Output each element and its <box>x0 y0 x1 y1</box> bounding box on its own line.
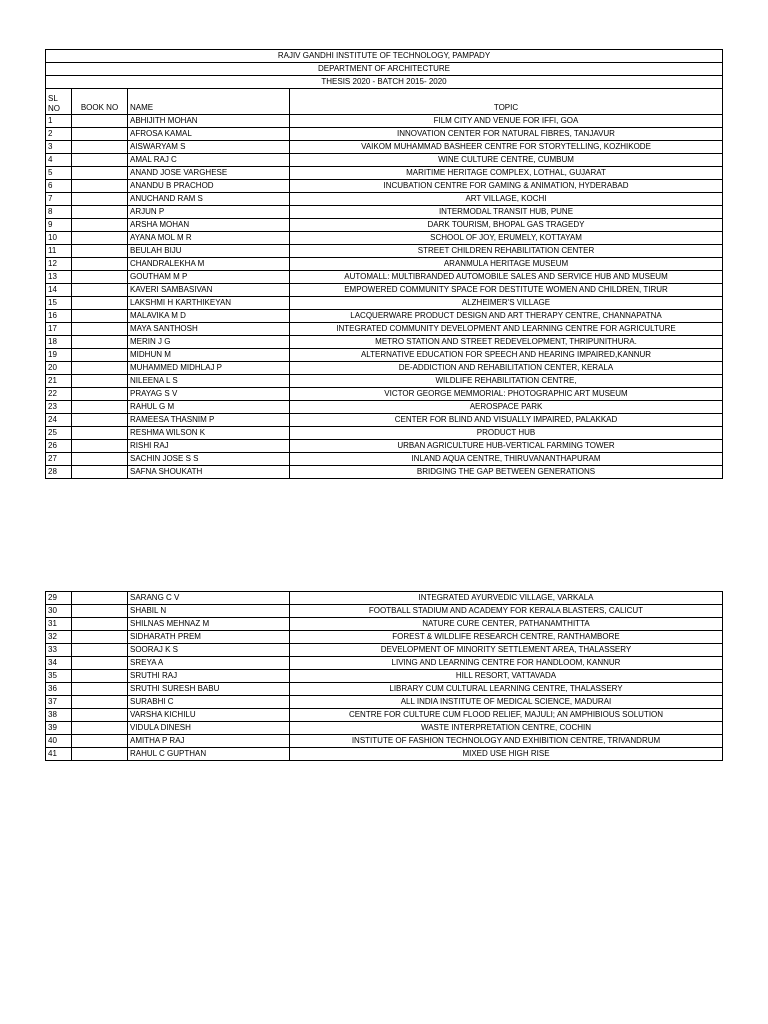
name-cell: VIDULA DINESH <box>128 722 290 735</box>
book-no-cell <box>72 592 128 605</box>
topic-cell: MARITIME HERITAGE COMPLEX, LOTHAL, GUJARAT <box>290 167 723 180</box>
table-row <box>46 683 723 696</box>
table-row <box>46 657 723 670</box>
name-cell: ANAND JOSE VARGHESE <box>128 167 290 180</box>
topic-cell: ART VILLAGE, KOCHI <box>290 193 723 206</box>
table-row <box>46 427 723 440</box>
sl-cell: 2 <box>46 128 72 141</box>
topic-cell: FOOTBALL STADIUM AND ACADEMY FOR KERALA BLASTERS, CALICUT <box>290 605 723 618</box>
sl-cell: 20 <box>46 362 72 375</box>
thesis-title: THESIS 2020 - BATCH 2015- 2020 <box>46 76 723 89</box>
book-no-cell <box>72 388 128 401</box>
name-cell: ANUCHAND RAM S <box>128 193 290 206</box>
name-cell: SOORAJ K S <box>128 644 290 657</box>
topic-cell: ALL INDIA INSTITUTE OF MEDICAL SCIENCE, MADURAI <box>290 696 723 709</box>
name-cell: SIDHARATH PREM <box>128 631 290 644</box>
header-row-institute <box>46 50 723 63</box>
topic-cell: VAIKOM MUHAMMAD BASHEER CENTRE FOR STORYTELLING, KOZHIKODE <box>290 141 723 154</box>
topic-cell: FOREST & WILDLIFE RESEARCH CENTRE, RANTHAMBORE <box>290 631 723 644</box>
table-row <box>46 349 723 362</box>
topic-cell: ALZHEIMER'S VILLAGE <box>290 297 723 310</box>
sl-cell: 13 <box>46 271 72 284</box>
name-cell: KAVERI SAMBASIVAN <box>128 284 290 297</box>
topic-cell: LIVING AND LEARNING CENTRE FOR HANDLOOM, KANNUR <box>290 657 723 670</box>
topic-cell: FILM CITY AND VENUE FOR IFFI, GOA <box>290 115 723 128</box>
topic-cell: AEROSPACE PARK <box>290 401 723 414</box>
sl-cell: 28 <box>46 466 72 479</box>
department-title: DEPARTMENT OF ARCHITECTURE <box>46 63 723 76</box>
sl-cell: 3 <box>46 141 72 154</box>
sl-cell: 1 <box>46 115 72 128</box>
book-no-cell <box>72 323 128 336</box>
column-header-sl <box>46 89 72 115</box>
sl-cell: 31 <box>46 618 72 631</box>
topic-cell: DEVELOPMENT OF MINORITY SETTLEMENT AREA, THALASSERY <box>290 644 723 657</box>
table-row <box>46 388 723 401</box>
book-no-cell <box>72 297 128 310</box>
book-no-cell <box>72 310 128 323</box>
topic-cell: CENTRE FOR CULTURE CUM FLOOD RELIEF, MAJULI; AN AMPHIBIOUS SOLUTION <box>290 709 723 722</box>
sl-cell: 14 <box>46 284 72 297</box>
sl-cell: 32 <box>46 631 72 644</box>
sl-cell: 15 <box>46 297 72 310</box>
book-no-cell <box>72 232 128 245</box>
table-row <box>46 310 723 323</box>
sl-cell: 26 <box>46 440 72 453</box>
sl-cell: 12 <box>46 258 72 271</box>
book-no-cell <box>72 349 128 362</box>
sl-cell: 34 <box>46 657 72 670</box>
sl-cell: 21 <box>46 375 72 388</box>
book-no-cell <box>72 748 128 761</box>
header-row-thesis <box>46 76 723 89</box>
sl-cell: 10 <box>46 232 72 245</box>
sl-cell: 24 <box>46 414 72 427</box>
book-no-cell <box>72 115 128 128</box>
name-cell: VARSHA KICHILU <box>128 709 290 722</box>
name-cell: PRAYAG S V <box>128 388 290 401</box>
topic-cell: EMPOWERED COMMUNITY SPACE FOR DESTITUTE WOMEN AND CHILDREN, TIRUR <box>290 284 723 297</box>
sl-cell: 38 <box>46 709 72 722</box>
book-no-cell <box>72 453 128 466</box>
name-cell: MALAVIKA M D <box>128 310 290 323</box>
name-cell: ABHIJITH MOHAN <box>128 115 290 128</box>
sl-cell: 35 <box>46 670 72 683</box>
name-cell: SHABIL N <box>128 605 290 618</box>
sl-cell: 18 <box>46 336 72 349</box>
topic-cell: INNOVATION CENTER FOR NATURAL FIBRES, TANJAVUR <box>290 128 723 141</box>
column-header-topic: TOPIC <box>290 89 723 115</box>
topic-cell: WILDLIFE REHABILITATION CENTRE, <box>290 375 723 388</box>
table-row <box>46 644 723 657</box>
column-header-row <box>46 89 723 115</box>
sl-cell: 11 <box>46 245 72 258</box>
book-no-cell <box>72 206 128 219</box>
name-cell: SRUTHI RAJ <box>128 670 290 683</box>
column-header-book: BOOK NO <box>72 89 128 115</box>
book-no-cell <box>72 245 128 258</box>
topic-cell: AUTOMALL: MULTIBRANDED AUTOMOBILE SALES AND SERVICE HUB AND MUSEUM <box>290 271 723 284</box>
book-no-cell <box>72 284 128 297</box>
book-no-cell <box>72 401 128 414</box>
table-row <box>46 193 723 206</box>
book-no-cell <box>72 141 128 154</box>
name-cell: GOUTHAM M P <box>128 271 290 284</box>
sl-cell: 17 <box>46 323 72 336</box>
book-no-cell <box>72 167 128 180</box>
name-cell: RESHMA WILSON K <box>128 427 290 440</box>
table-row <box>46 605 723 618</box>
topic-cell: NATURE CURE CENTER, PATHANAMTHITTA <box>290 618 723 631</box>
name-cell: RAHUL C GUPTHAN <box>128 748 290 761</box>
book-no-cell <box>72 618 128 631</box>
topic-cell: WINE CULTURE CENTRE, CUMBUM <box>290 154 723 167</box>
table-row <box>46 284 723 297</box>
table-row <box>46 167 723 180</box>
topic-cell: STREET CHILDREN REHABILITATION CENTER <box>290 245 723 258</box>
topic-cell: INTEGRATED AYURVEDIC VILLAGE, VARKALA <box>290 592 723 605</box>
book-no-cell <box>72 271 128 284</box>
sl-cell: 5 <box>46 167 72 180</box>
name-cell: SHILNAS MEHNAZ M <box>128 618 290 631</box>
table-row <box>46 115 723 128</box>
table-row <box>46 297 723 310</box>
topic-cell: DE-ADDICTION AND REHABILITATION CENTER, KERALA <box>290 362 723 375</box>
topic-cell: CENTER FOR BLIND AND VISUALLY IMPAIRED, PALAKKAD <box>290 414 723 427</box>
sl-cell: 8 <box>46 206 72 219</box>
table-row <box>46 323 723 336</box>
topic-cell: MIXED USE HIGH RISE <box>290 748 723 761</box>
topic-cell: INCUBATION CENTRE FOR GAMING & ANIMATION, HYDERABAD <box>290 180 723 193</box>
table-row <box>46 375 723 388</box>
sl-cell: 39 <box>46 722 72 735</box>
name-cell: MAYA SANTHOSH <box>128 323 290 336</box>
table-row <box>46 401 723 414</box>
book-no-cell <box>72 375 128 388</box>
sl-cell: 16 <box>46 310 72 323</box>
table-row <box>46 722 723 735</box>
table-row <box>46 128 723 141</box>
sl-cell: 30 <box>46 605 72 618</box>
name-cell: CHANDRALEKHA M <box>128 258 290 271</box>
book-no-cell <box>72 193 128 206</box>
sl-cell: 7 <box>46 193 72 206</box>
sl-cell: 22 <box>46 388 72 401</box>
book-no-cell <box>72 427 128 440</box>
topic-cell: PRODUCT HUB <box>290 427 723 440</box>
table-row <box>46 466 723 479</box>
name-cell: MUHAMMED MIDHLAJ P <box>128 362 290 375</box>
book-no-cell <box>72 670 128 683</box>
topic-cell: URBAN AGRICULTURE HUB-VERTICAL FARMING TOWER <box>290 440 723 453</box>
table-row <box>46 154 723 167</box>
thesis-table-continued <box>45 591 723 761</box>
sl-cell: 4 <box>46 154 72 167</box>
name-cell: AMAL RAJ C <box>128 154 290 167</box>
table-row <box>46 219 723 232</box>
topic-cell: INTEGRATED COMMUNITY DEVELOPMENT AND LEARNING CENTRE FOR AGRICULTURE <box>290 323 723 336</box>
book-no-cell <box>72 362 128 375</box>
name-cell: MIDHUN M <box>128 349 290 362</box>
name-cell: AMITHA P RAJ <box>128 735 290 748</box>
table-row <box>46 748 723 761</box>
topic-cell: LACQUERWARE PRODUCT DESIGN AND ART THERAPY CENTRE, CHANNAPATNA <box>290 310 723 323</box>
topic-cell: ARANMULA HERITAGE MUSEUM <box>290 258 723 271</box>
book-no-cell <box>72 219 128 232</box>
topic-cell: INTERMODAL TRANSIT HUB, PUNE <box>290 206 723 219</box>
book-no-cell <box>72 735 128 748</box>
table-row <box>46 245 723 258</box>
sl-cell: 29 <box>46 592 72 605</box>
book-no-cell <box>72 154 128 167</box>
table-row <box>46 141 723 154</box>
book-no-cell <box>72 644 128 657</box>
topic-cell: VICTOR GEORGE MEMMORIAL: PHOTOGRAPHIC ART MUSEUM <box>290 388 723 401</box>
sl-cell: 40 <box>46 735 72 748</box>
name-cell: SARANG C V <box>128 592 290 605</box>
name-cell: BEULAH BIJU <box>128 245 290 258</box>
name-cell: ARSHA MOHAN <box>128 219 290 232</box>
sl-cell: 23 <box>46 401 72 414</box>
sl-cell: 6 <box>46 180 72 193</box>
topic-cell: ALTERNATIVE EDUCATION FOR SPEECH AND HEARING IMPAIRED,KANNUR <box>290 349 723 362</box>
book-no-cell <box>72 440 128 453</box>
name-cell: AFROSA KAMAL <box>128 128 290 141</box>
topic-cell: WASTE INTERPRETATION CENTRE, COCHIN <box>290 722 723 735</box>
name-cell: AYANA MOL M R <box>128 232 290 245</box>
sl-cell: 25 <box>46 427 72 440</box>
sl-cell: 36 <box>46 683 72 696</box>
book-no-cell <box>72 466 128 479</box>
table-row <box>46 362 723 375</box>
book-no-cell <box>72 414 128 427</box>
topic-cell: SCHOOL OF JOY, ERUMELY, KOTTAYAM <box>290 232 723 245</box>
table-row <box>46 592 723 605</box>
book-no-cell <box>72 696 128 709</box>
name-cell: SRUTHI SURESH BABU <box>128 683 290 696</box>
book-no-cell <box>72 631 128 644</box>
topic-cell: HILL RESORT, VATTAVADA <box>290 670 723 683</box>
table-row <box>46 414 723 427</box>
name-cell: NILEENA L S <box>128 375 290 388</box>
book-no-cell <box>72 657 128 670</box>
header-row-department <box>46 63 723 76</box>
book-no-cell <box>72 709 128 722</box>
name-cell: ARJUN P <box>128 206 290 219</box>
table-row <box>46 631 723 644</box>
name-cell: RAMEESA THASNIM P <box>128 414 290 427</box>
book-no-cell <box>72 258 128 271</box>
topic-cell: BRIDGING THE GAP BETWEEN GENERATIONS <box>290 466 723 479</box>
book-no-cell <box>72 722 128 735</box>
name-cell: ANANDU B PRACHOD <box>128 180 290 193</box>
name-cell: RAHUL G M <box>128 401 290 414</box>
table-row <box>46 180 723 193</box>
sl-cell: 19 <box>46 349 72 362</box>
table-row <box>46 232 723 245</box>
sl-cell: 9 <box>46 219 72 232</box>
name-cell: SURABHI C <box>128 696 290 709</box>
table-row <box>46 670 723 683</box>
column-header-sl-line1: SL <box>48 94 58 103</box>
table-row <box>46 271 723 284</box>
name-cell: SREYA A <box>128 657 290 670</box>
name-cell: SACHIN JOSE S S <box>128 453 290 466</box>
table-row <box>46 440 723 453</box>
name-cell: AISWARYAM S <box>128 141 290 154</box>
table-row <box>46 735 723 748</box>
book-no-cell <box>72 683 128 696</box>
topic-cell: INSTITUTE OF FASHION TECHNOLOGY AND EXHIBITION CENTRE, TRIVANDRUM <box>290 735 723 748</box>
topic-cell: DARK TOURISM, BHOPAL GAS TRAGEDY <box>290 219 723 232</box>
book-no-cell <box>72 180 128 193</box>
sl-cell: 33 <box>46 644 72 657</box>
column-header-name: NAME <box>128 89 290 115</box>
sl-cell: 27 <box>46 453 72 466</box>
topic-cell: INLAND AQUA CENTRE, THIRUVANANTHAPURAM <box>290 453 723 466</box>
name-cell: SAFNA SHOUKATH <box>128 466 290 479</box>
table-row <box>46 618 723 631</box>
topic-cell: LIBRARY CUM CULTURAL LEARNING CENTRE, THALASSERY <box>290 683 723 696</box>
name-cell: RISHI RAJ <box>128 440 290 453</box>
name-cell: MERIN J G <box>128 336 290 349</box>
column-header-sl-line2: NO <box>48 104 60 113</box>
sl-cell: 41 <box>46 748 72 761</box>
table-row <box>46 206 723 219</box>
table-row <box>46 453 723 466</box>
table-row <box>46 709 723 722</box>
thesis-table <box>45 49 723 479</box>
book-no-cell <box>72 336 128 349</box>
book-no-cell <box>72 128 128 141</box>
topic-cell: METRO STATION AND STREET REDEVELOPMENT, THRIPUNITHURA. <box>290 336 723 349</box>
book-no-cell <box>72 605 128 618</box>
institute-title: RAJIV GANDHI INSTITUTE OF TECHNOLOGY, PAMPADY <box>46 50 723 63</box>
name-cell: LAKSHMI H KARTHIKEYAN <box>128 297 290 310</box>
table-row <box>46 696 723 709</box>
table-row <box>46 336 723 349</box>
sl-cell: 37 <box>46 696 72 709</box>
table-row <box>46 258 723 271</box>
